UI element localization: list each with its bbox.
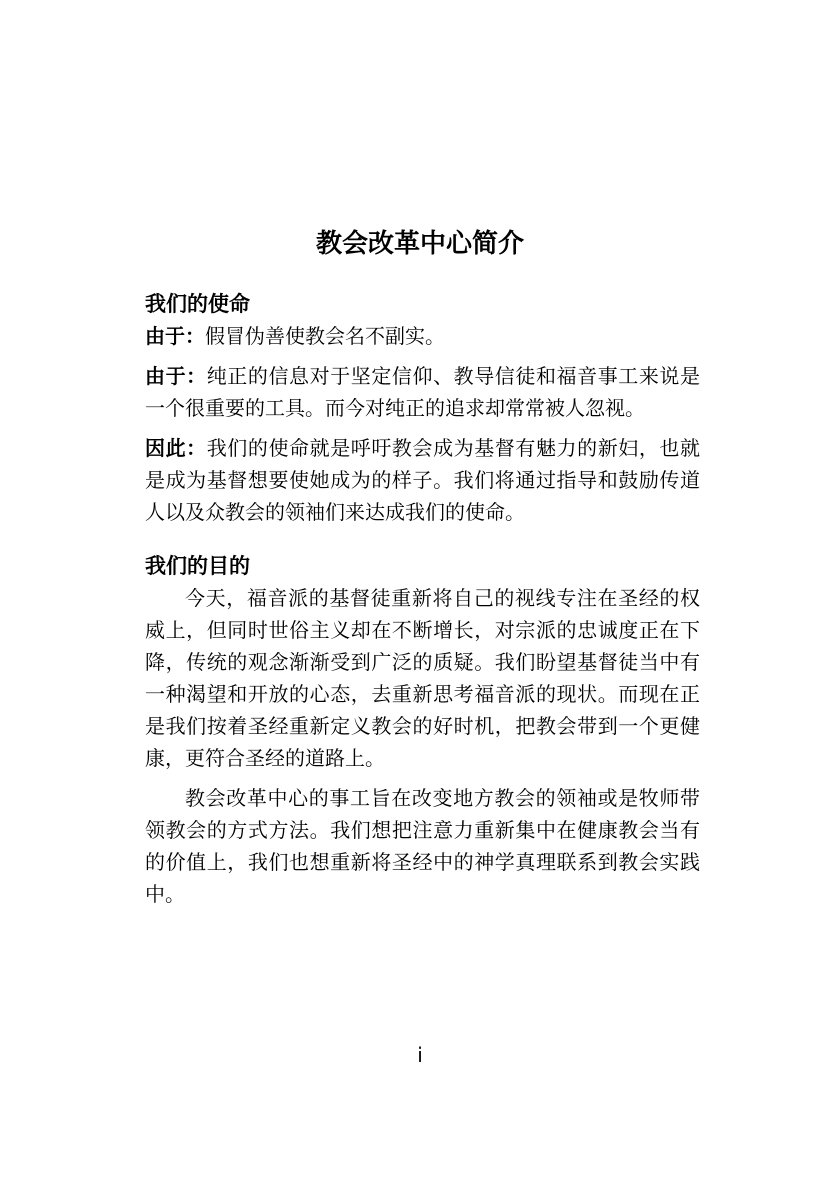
purpose-section — [145, 550, 700, 910]
mission-lead-3: 因此： — [145, 436, 207, 460]
mission-paragraph-2 — [145, 360, 700, 424]
mission-heading: 我们的使命 — [145, 292, 250, 316]
page-number: i — [417, 1043, 423, 1067]
mission-paragraph-1 — [145, 320, 700, 352]
mission-lead-1: 由于： — [145, 324, 205, 348]
mission-text-2: 纯正的信息对于坚定信仰、教导信徒和福音事工来说是一个很重要的工具。而今对纯正的追求却常常被人忽视。 — [145, 364, 701, 420]
page-content — [145, 288, 700, 910]
mission-paragraph-3 — [145, 432, 700, 528]
page-title: 教会改革中心简介 — [315, 229, 524, 259]
purpose-paragraph-2: 教会改革中心的事工旨在改变地方教会的领袖或是牧师带领教会的方式方法。我们想把注意力重新集中在健康教会当有的价值上，我们也想重新将圣经中的神学真理联系到教会实践中。 — [145, 786, 700, 906]
mission-lead-2: 由于： — [145, 364, 207, 388]
purpose-heading: 我们的目的 — [145, 554, 250, 578]
purpose-paragraph-1: 今天，福音派的基督徒重新将自己的视线专注在圣经的权威上，但同时世俗主义却在不断增长，对宗派的忠诚度正在下降，传统的观念渐渐受到广泛的质疑。我们盼望基督徒当中有一种渴望和开放的心态，去重新思考福音派的现状。而现在正是我们按着圣经重新定义教会的好时机，把教会带到一个更健康，更符合圣经的道路上。 — [145, 586, 700, 770]
mission-section — [145, 288, 700, 528]
mission-text-3: 我们的使命就是呼吁教会成为基督有魅力的新妇，也就是成为基督想要使她成为的样子。我们将通过指导和鼓励传道人以及众教会的领袖们来达成我们的使命。 — [145, 436, 701, 524]
mission-text-1: 假冒伪善使教会名不副实。 — [205, 324, 445, 348]
